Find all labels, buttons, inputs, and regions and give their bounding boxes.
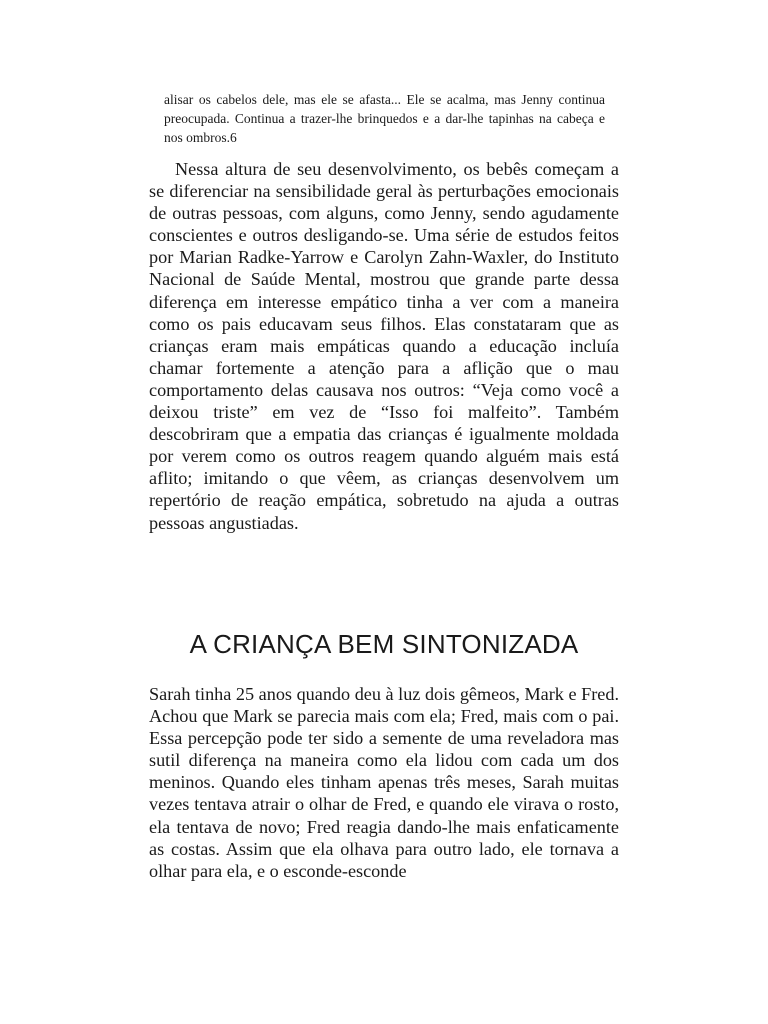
block-quote: alisar os cabelos dele, mas ele se afasta... Ele se acalma, mas Jenny continua preocupada. Continua a trazer-lhe brinquedos e a dar-lhe tapinhas na cabeça e nos ombros.6 <box>164 92 605 145</box>
section-heading: A CRIANÇA BEM SINTONIZADA <box>189 629 579 659</box>
body-paragraph-twins: Sarah tinha 25 anos quando deu à luz dois gêmeos, Mark e Fred. Achou que Mark se parecia mais com ela; Fred, mais com o pai. Essa percepção pode ter sido a semente de uma reveladora mas sutil diferença na maneira como ela lidou com cada um dos meninos. Quando eles tinham apenas três meses, Sarah muitas vezes tentava atrair o olhar de Fred, e quando ele virava o rosto, ela tentava de novo; Fred reagia dando-lhe mais enfaticamente as costas. Assim que ela olhava para outro lado, ele tornava a olhar para ela, e o esconde-esconde <box>149 684 619 881</box>
body-paragraph-empathy: Nessa altura de seu desenvolvimento, os bebês começam a se diferenciar na sensibilidade geral às perturbações emocionais de outras pessoas, com alguns, como Jenny, sendo agudamente conscientes e outros desligando-se. Uma série de estudos feitos por Marian Radke-Yarrow e Carolyn Zahn-Waxler, do Instituto Nacional de Saúde Mental, mostrou que grande parte dessa diferença em interesse empático tinha a ver com a maneira como os pais educavam seus filhos. Elas constataram que as crianças eram mais empáticas quando a educação incluía chamar fortemente a atenção para a aflição que o mau comportamento delas causava nos outros: “Veja como você a deixou triste” em vez de “Isso foi malfeito”. Também descobriram que a empatia das crianças é igualmente moldada por verem como os outros reagem quando alguém mais está aflito; imitando o que vêem, as crianças desenvolvem um repertório de reação empática, sobretudo na ajuda a outras pessoas angustiadas. <box>149 159 619 533</box>
